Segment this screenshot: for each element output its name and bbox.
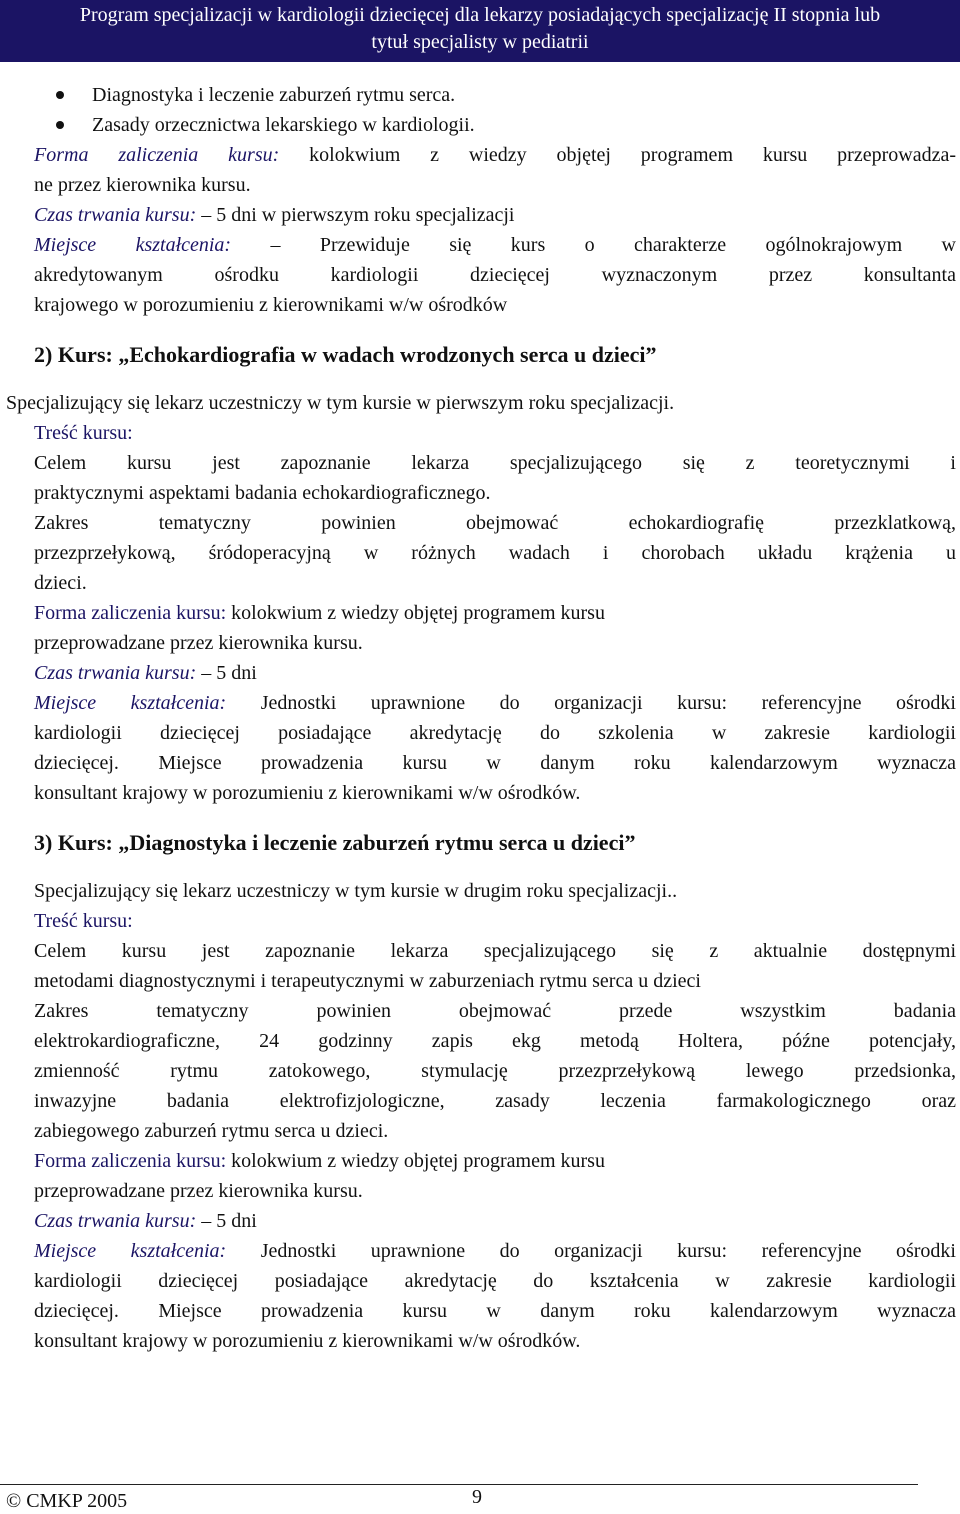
miejsce-label: Miejsce kształcenia: [34,692,227,714]
course3-cel-line-2: metodami diagnostycznymi i terapeutycznymi w zaburzeniach rytmu serca u dzieci [34,970,701,992]
page-number: 9 [472,1486,482,1508]
course2-miejsce-line-4: konsultant krajowy w porozumieniu z kierownikami w/w ośrodków. [34,782,581,804]
course3-zakres-line-5: zabiegowego zaburzeń rytmu serca u dzieci. [34,1120,389,1142]
page-footer [0,1484,960,1514]
forma-label: Forma zaliczenia kursu: [34,602,227,624]
miejsce-text: – Przewiduje się kurs o charakterze ogólnokrajowym w [231,234,956,256]
course2-miejsce-line-2: kardiologii dziecięcej posiadające akredytację do szkolenia w zakresie kardiologii [34,722,956,744]
page-header [0,0,960,62]
course1-forma-line-2: ne przez kierownika kursu. [34,174,251,196]
course1-miejsce-line-3: krajowego w porozumieniu z kierownikami w/w ośrodków [34,294,508,316]
course2-forma-line-2: przeprowadzane przez kierownika kursu. [34,632,363,654]
course1-miejsce-line-2: akredytowanym ośrodku kardiologii dziecięcej wyznaczonym przez konsultanta [34,264,956,286]
course3-miejsce-line-3: dziecięcej. Miejsce prowadzenia kursu w danym roku kalendarzowym wyznacza [34,1300,956,1322]
czas-value: – 5 dni [196,662,257,684]
course3-zakres-line-3: zmienność rytmu zatokowego, stymulację przezprzełykową lewego przedsionka, [34,1060,956,1082]
miejsce-text: Jednostki uprawnione do organizacji kursu: referencyjne ośrodki [226,692,956,714]
course3-tresc-label [34,906,956,936]
course2-forma-line [34,598,956,628]
forma-text: kolokwium z wiedzy objętej programem kursu [226,1150,605,1172]
course1-section [34,140,956,320]
course3-czas-line [34,1206,956,1236]
course3-zakres-line-2: elektrokardiograficzne, 24 godzinny zapis ekg metodą Holtera, późne potencjały, [34,1030,956,1052]
footer-copyright: © CMKP 2005 [6,1490,128,1512]
course1-forma-line [34,140,956,170]
course1-miejsce-line [34,230,956,260]
course2-cel-line-2: praktycznymi aspektami badania echokardiograficznego. [34,482,491,504]
miejsce-text: Jednostki uprawnione do organizacji kursu: referencyjne ośrodki [226,1240,956,1262]
course2-czas-line [34,658,956,688]
footer-rule [0,1484,918,1485]
course3-zakres-line-4: inwazyjne badania elektrofizjologiczne, zasady leczenia farmakologicznego oraz [34,1090,956,1112]
course3-miejsce-line [34,1236,956,1266]
course2-section [6,340,956,808]
course1-czas-line [34,200,956,230]
course2-cel-line-1: Celem kursu jest zapoznanie lekarza specjalizującego się z teoretycznymi i [34,452,956,474]
course3-forma-line-2: przeprowadzane przez kierownika kursu. [34,1180,363,1202]
header-line-2: tytuł specjalisty w pediatrii [371,31,589,53]
course3-title: 3) Kurs: „Diagnostyka i leczenie zaburzeń rytmu serca u dzieci” [34,830,636,855]
course2-intro: Specjalizujący się lekarz uczestniczy w tym kursie w pierwszym roku specjalizacji. [6,392,675,414]
tresc-label: Treść kursu: [34,422,133,444]
course2-zakres-line-2: przezprzełykową, śródoperacyjną w różnych wadach i chorobach układu krążenia u [34,542,956,564]
course2-tresc-label [34,418,956,448]
czas-label: Czas trwania kursu: [34,204,197,226]
course2-title: 2) Kurs: „Echokardiografia w wadach wrodzonych serca u dzieci” [34,342,657,367]
course3-miejsce-line-2: kardiologii dziecięcej posiadające akredytację do kształcenia w zakresie kardiologii [34,1270,956,1292]
miejsce-label: Miejsce kształcenia: [34,1240,227,1262]
forma-text: kolokwium z wiedzy objętej programem kursu [226,602,605,624]
miejsce-label: Miejsce kształcenia: [34,234,232,256]
course3-forma-line [34,1146,956,1176]
bullet-item: Diagnostyka i leczenie zaburzeń rytmu serca. [56,80,956,110]
czas-value: – 5 dni w pierwszym roku specjalizacji [196,204,515,226]
czas-value: – 5 dni [196,1210,257,1232]
course3-miejsce-line-4: konsultant krajowy w porozumieniu z kierownikami w/w ośrodków. [34,1330,581,1352]
course3-section [34,828,956,1356]
course3-cel-line-1: Celem kursu jest zapoznanie lekarza specjalizującego się z aktualnie dostępnymi [34,940,956,962]
forma-text: kolokwium z wiedzy objętej programem kursu przeprowadza- [279,144,956,166]
forma-label: Forma zaliczenia kursu: [34,144,280,166]
course2-zakres-line-1: Zakres tematyczny powinien obejmować echokardiografię przezklatkową, [34,512,956,534]
forma-label: Forma zaliczenia kursu: [34,1150,227,1172]
course2-miejsce-line [34,688,956,718]
bullet-list [56,80,956,140]
czas-label: Czas trwania kursu: [34,1210,197,1232]
document-body [6,80,956,1356]
course3-zakres-line-1: Zakres tematyczny powinien obejmować przede wszystkim badania [34,1000,956,1022]
czas-label: Czas trwania kursu: [34,662,197,684]
course2-zakres-line-3: dzieci. [34,572,87,594]
course3-intro: Specjalizujący się lekarz uczestniczy w tym kursie w drugim roku specjalizacji.. [34,880,678,902]
header-line-1: Program specjalizacji w kardiologii dziecięcej dla lekarzy posiadających specjalizację II stopnia lub [79,4,881,26]
course2-miejsce-line-3: dziecięcej. Miejsce prowadzenia kursu w danym roku kalendarzowym wyznacza [34,752,956,774]
bullet-item: Zasady orzecznictwa lekarskiego w kardiologii. [56,110,956,140]
tresc-label: Treść kursu: [34,910,133,932]
